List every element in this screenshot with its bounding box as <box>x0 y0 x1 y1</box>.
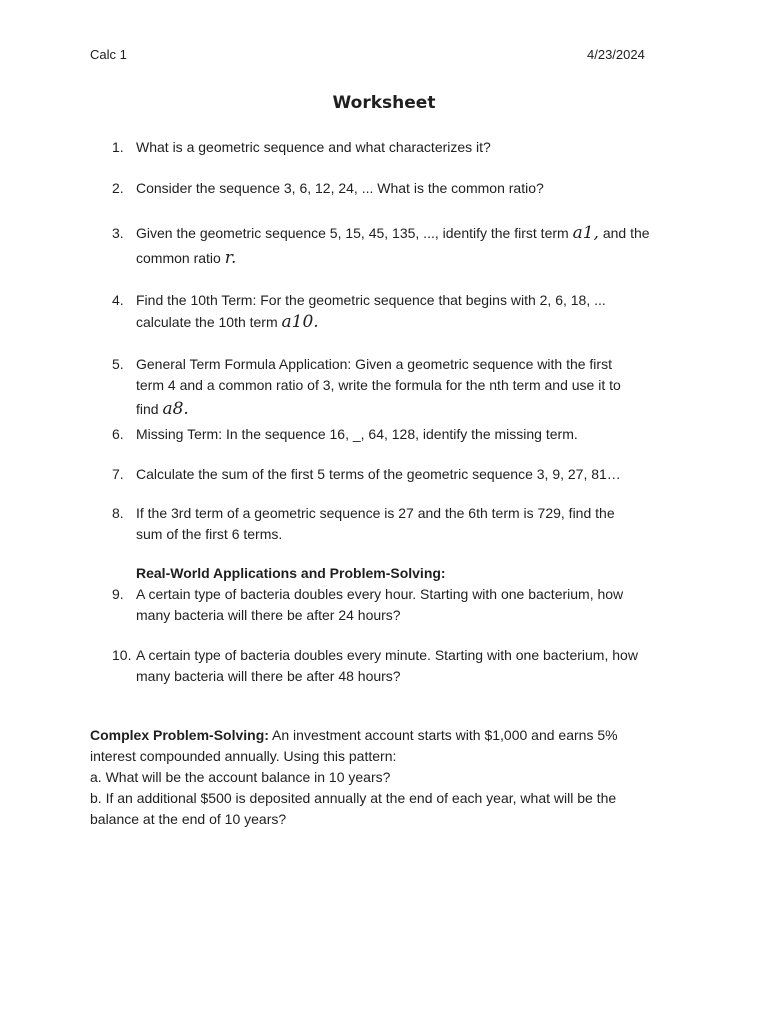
math-expression: a1, <box>572 223 599 243</box>
question-number: 9. <box>112 586 124 602</box>
question-text-part: If the 3rd term of a geometric sequence is 27 and the 6th term is 729, find the <box>136 505 615 521</box>
question-number: 3. <box>112 225 124 241</box>
question-text-part: many bacteria will there be after 24 hours? <box>136 607 401 623</box>
question-number: 5. <box>112 356 124 372</box>
question-text <box>136 290 686 333</box>
date: 4/23/2024 <box>587 47 645 62</box>
question-text: Calculate the sum of the first 5 terms of the geometric sequence 3, 9, 27, 81… <box>136 466 621 482</box>
question-number: 2. <box>112 180 124 196</box>
question-number: 7. <box>112 466 124 482</box>
complex-problem-text: interest compounded annually. Using this pattern: <box>90 748 397 764</box>
math-expression: a8. <box>162 399 189 419</box>
question-text-part: term 4 and a common ratio of 3, write the formula for the nth term and use it to <box>136 377 621 393</box>
question-number: 8. <box>112 505 124 521</box>
section-heading: Real-World Applications and Problem-Solving: <box>136 565 446 581</box>
question-text <box>136 503 686 545</box>
question-text-part: find <box>136 401 163 417</box>
question-text <box>136 354 686 420</box>
complex-problem-part-b: b. If an additional $500 is deposited annually at the end of each year, what will be the <box>90 790 617 806</box>
question-number: 4. <box>112 292 124 308</box>
question-text-part: Given the geometric sequence 5, 15, 45, 135, ..., identify the first term <box>136 225 573 241</box>
complex-problem-text: An investment account starts with $1,000 and earns 5% <box>268 727 618 743</box>
page-title: Worksheet <box>332 93 436 113</box>
question-text-part: A certain type of bacteria doubles every hour. Starting with one bacterium, how <box>136 586 624 602</box>
complex-problem <box>90 725 680 830</box>
question-text <box>136 645 686 687</box>
math-expression: a10. <box>281 312 319 332</box>
question-text-part: sum of the first 6 terms. <box>136 526 283 542</box>
complex-problem-part-b-cont: balance at the end of 10 years? <box>90 811 287 827</box>
question-number: 1. <box>112 139 124 155</box>
question-text-part: Find the 10th Term: For the geometric sequence that begins with 2, 6, 18, ... <box>136 292 606 308</box>
question-text-part: General Term Formula Application: Given a geometric sequence with the first <box>136 356 612 372</box>
question-text-part: A certain type of bacteria doubles every minute. Starting with one bacterium, how <box>136 647 638 663</box>
question-text-part: many bacteria will there be after 48 hours? <box>136 668 401 684</box>
question-text-part: calculate the 10th term <box>136 314 282 330</box>
complex-problem-part-a: a. What will be the account balance in 10 years? <box>90 769 391 785</box>
question-text-part: and the <box>598 225 650 241</box>
math-expression: r. <box>224 248 237 268</box>
question-text <box>136 223 686 269</box>
question-text <box>136 584 686 626</box>
question-text: What is a geometric sequence and what characterizes it? <box>136 139 491 155</box>
question-number: 10. <box>112 647 132 663</box>
question-text: Missing Term: In the sequence 16, _, 64, 128, identify the missing term. <box>136 426 578 442</box>
question-text-part: common ratio <box>136 250 225 266</box>
complex-problem-label: Complex Problem-Solving: <box>90 727 269 743</box>
course-name: Calc 1 <box>90 47 127 62</box>
question-number: 6. <box>112 426 124 442</box>
question-text: Consider the sequence 3, 6, 12, 24, ... What is the common ratio? <box>136 180 544 196</box>
